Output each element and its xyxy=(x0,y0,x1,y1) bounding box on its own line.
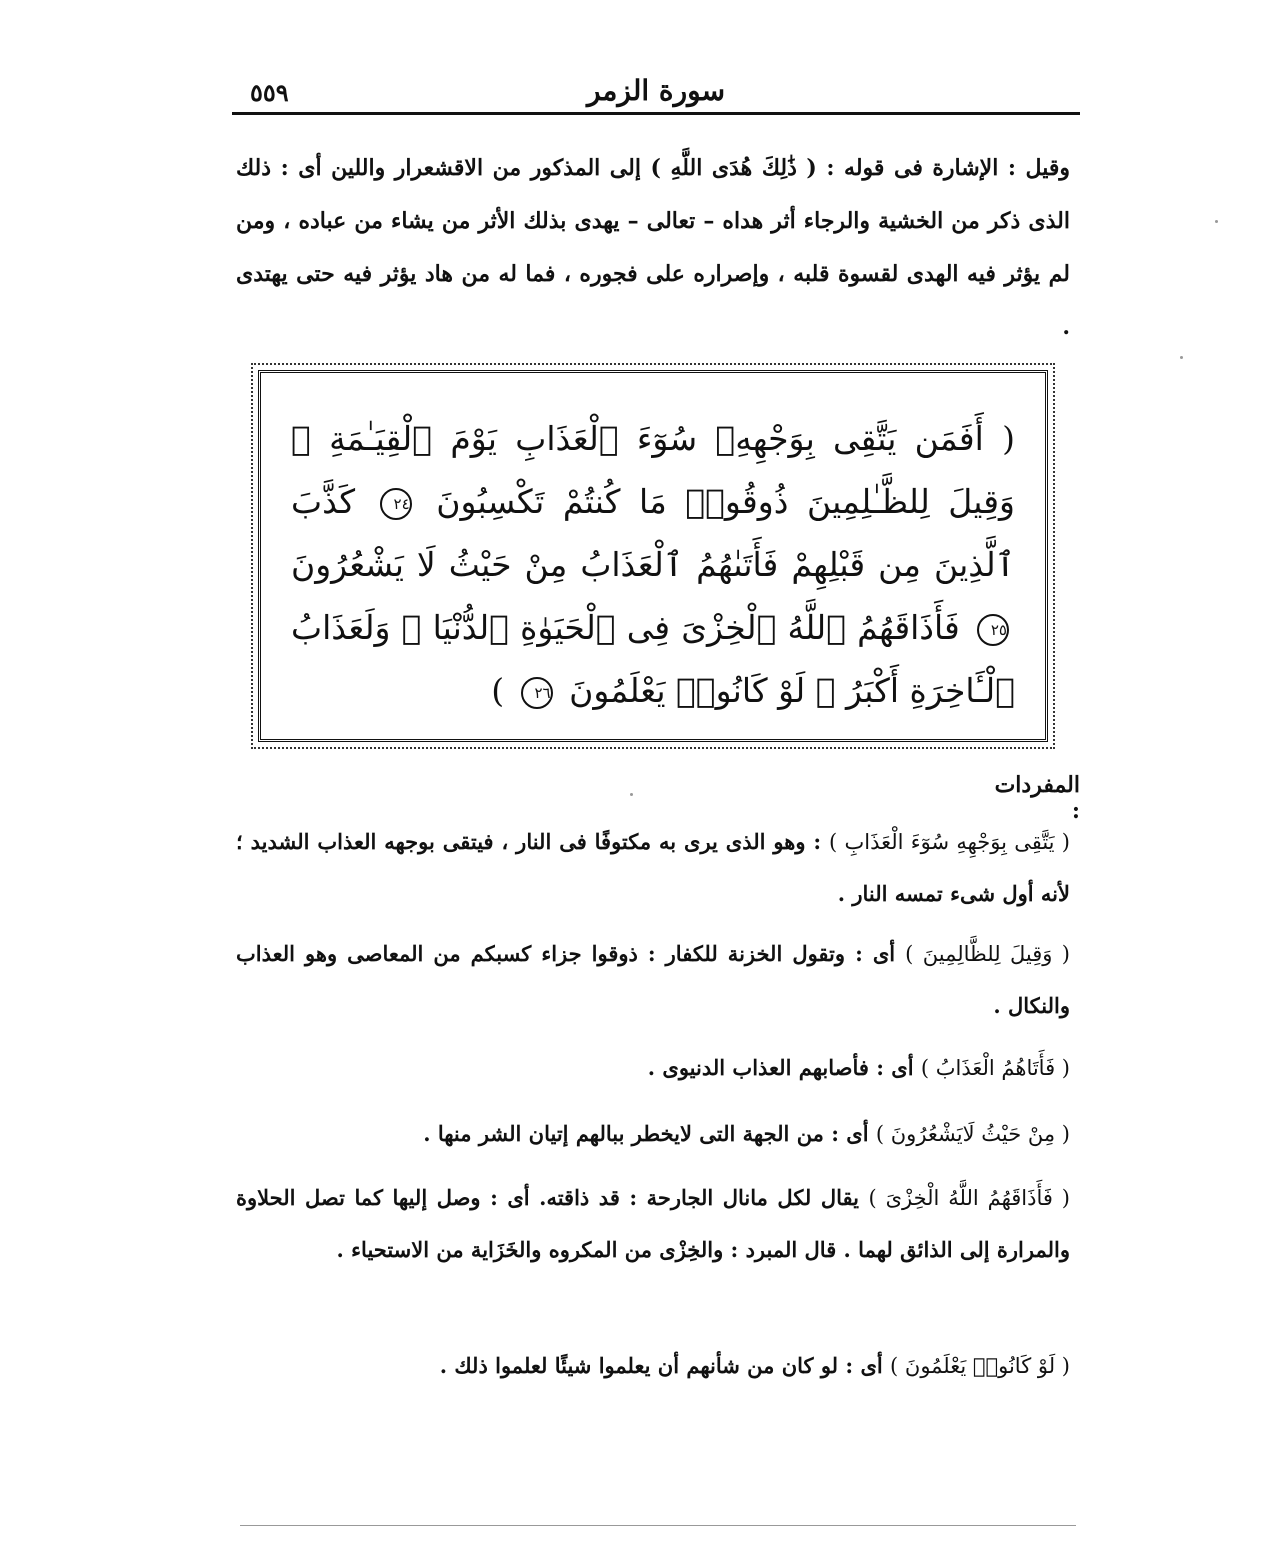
vocabulary-term: ( يَتَّقِى بِوَجْهِهِ سُوٓءَ الْعَذَابِ ) xyxy=(829,830,1070,854)
scan-speck xyxy=(1180,356,1183,359)
scan-speck xyxy=(1215,220,1218,223)
vocabulary-entry xyxy=(236,1042,1070,1094)
intro-paragraph: وقيل : الإشارة فى قوله : ( ذَٰلِكَ هُدَى اللَّهِ ) إلى المذكور من الاقشعرار واللين أى : ذلك الذى ذكر من الخشية والرجاء أثر هداه – تعالى – يهدى بذلك الأثر من يشاء من عباده ، ومن لم يؤثر فيه الهدى لقسوة قلبه ، وإصراره على فجوره ، فما له من هاد يؤثر فيه حتى يهتدى . xyxy=(236,155,1070,340)
vocabulary-term: ( فَأَذَاقَهُمُ اللَّهُ الْخِزْىَ ) xyxy=(868,1186,1071,1210)
ayah-marker-26: ٢٦ xyxy=(521,677,553,709)
quran-verse xyxy=(291,407,1015,722)
vocabulary-definition: أى : لو كان من شأنهم أن يعلموا شيئًا لعلموا ذلك . xyxy=(439,1353,883,1378)
footer-rule xyxy=(240,1525,1076,1526)
vocabulary-definition: أى : من الجهة التى لايخطر ببالهم إتيان الشر منها . xyxy=(423,1121,869,1146)
ayah-marker-24: ٢٤ xyxy=(380,488,412,520)
page-header xyxy=(232,66,1080,115)
vocabulary-definition: أى : وتقول الخزنة للكفار : ذوقوا جزاء كسبكم من المعاصى وهو العذاب والنكال . xyxy=(236,941,1070,1018)
vocabulary-definition: : وهو الذى يرى به مكتوفًا فى النار ، فيتقى بوجهه العذاب الشديد ؛ لأنه أول شىء تمسه النار . xyxy=(236,829,1070,906)
verse-part-3: فَأَذَاقَهُمُ ٱللَّهُ ٱلْخِزْىَ فِى ٱلْحَيَوٰةِ ٱلدُّنْيَا ۖ وَلَعَذَابُ ٱلْـَٔاخِرَةِ أَكْبَرُ ۚ لَوْ كَانُوا۟ يَعْلَمُونَ xyxy=(291,608,1015,710)
vocabulary-term: ( فَأَتَاهُمُ الْعَذَابُ ) xyxy=(920,1056,1070,1080)
page-number: ٥٥٩ xyxy=(250,78,289,107)
vocabulary-term: ( لَوْ كَانُوا۟ يَعْلَمُونَ ) xyxy=(890,1354,1070,1378)
ayah-marker-25: ٢٥ xyxy=(977,614,1009,646)
vocabulary-definition: يقال لكل مانال الجارحة : قد ذاقته. أى : وصل إليها كما تصل الحلاوة والمرارة إلى الذائق لهما . قال المبرد : والخِزْى من المكروه والخَزَاية من الاستحياء . xyxy=(236,1185,1070,1262)
surah-title: سورة الزمر xyxy=(586,74,726,107)
vocabulary-definition: أى : فأصابهم العذاب الدنيوى . xyxy=(647,1055,914,1080)
verse-open-bracket: ( xyxy=(1002,419,1015,458)
verse-close-bracket: ) xyxy=(491,671,505,710)
scan-speck xyxy=(630,793,633,796)
vocabulary-term: ( مِنْ حَيْثُ لَايَشْعُرُونَ ) xyxy=(875,1122,1070,1146)
verse-part-1: أَفَمَن يَتَّقِى بِوَجْهِهِۦ سُوٓءَ ٱلْعَذَابِ يَوْمَ ٱلْقِيَـٰمَةِ ۚ وَقِيلَ لِلظَّـٰلِمِينَ ذُوقُوا۟ مَا كُنتُمْ تَكْسِبُونَ xyxy=(291,419,1015,521)
vocabulary-entry xyxy=(236,928,1070,1032)
vocabulary-heading: المفردات : xyxy=(994,772,1080,824)
vocabulary-term: ( وَقِيلَ لِلظَّالِمِينَ ) xyxy=(905,942,1071,966)
vocabulary-entry xyxy=(236,1340,1070,1392)
vocabulary-entry xyxy=(236,1172,1070,1276)
verse-frame xyxy=(258,370,1048,742)
verse-part-2: كَذَّبَ ٱلَّذِينَ مِن قَبْلِهِمْ فَأَتَىٰهُمُ ٱلْعَذَابُ مِنْ حَيْثُ لَا يَشْعُرُونَ xyxy=(291,482,1015,584)
vocabulary-entry xyxy=(236,816,1070,920)
vocabulary-entry xyxy=(236,1108,1070,1160)
